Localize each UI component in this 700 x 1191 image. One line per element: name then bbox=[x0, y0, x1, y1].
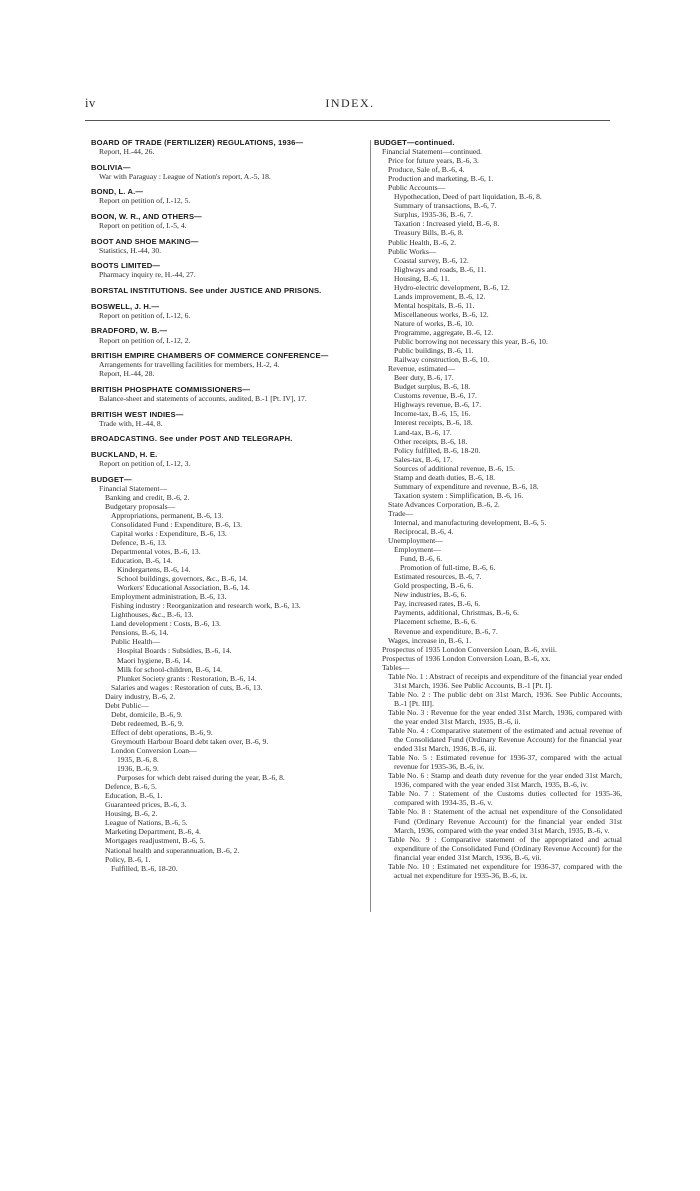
index-entry: Table No. 5 : Estimated revenue for 1936-37, compared with the actual revenue for 1935-36, B.-6, iv. bbox=[388, 753, 622, 772]
index-entry: Highways and roads, B.-6, 11. bbox=[394, 264, 487, 274]
index-entry: Miscellaneous works, B.-6, 12. bbox=[394, 309, 489, 319]
index-entry: Arrangements for travelling facilities for members, H.-2, 4. bbox=[99, 360, 280, 370]
index-heading: BOOTS LIMITED— bbox=[91, 261, 161, 271]
index-entry: Land-tax, B.-6, 17. bbox=[394, 427, 452, 437]
index-entry: Tables— bbox=[382, 662, 410, 672]
index-entry: Education, B.-6, 14. bbox=[111, 556, 173, 565]
index-entry: Gold prospecting, B.-6, 6. bbox=[394, 581, 474, 591]
index-entry: Trade with, H.-44, 8. bbox=[99, 418, 163, 428]
index-entry: Housing, B.-6, 2. bbox=[105, 809, 158, 819]
index-entry: Mortgages readjustment, B.-6, 5. bbox=[105, 836, 206, 846]
index-heading: BOND, L. A.— bbox=[91, 187, 144, 197]
index-entry: Treasury Bills, B.-6, 8. bbox=[394, 228, 464, 238]
index-entry: Plunket Society grants : Restoration, B.-6, 14. bbox=[117, 673, 257, 683]
index-entry: Promotion of full-time, B.-6, 6. bbox=[400, 563, 496, 573]
index-entry: Prospectus of 1935 London Conversion Loan, B.-6, xviii. bbox=[382, 644, 557, 654]
index-entry: Report, H.-44, 28. bbox=[99, 369, 155, 379]
index-entry: Milk for school-children, B.-6, 14. bbox=[117, 664, 223, 674]
index-entry: Salaries and wages : Restoration of cuts, B.-6, 13. bbox=[111, 682, 263, 692]
index-entry: League of Nations, B.-6, 5. bbox=[105, 818, 188, 828]
index-entry: Table No. 2 : The public debt on 31st March, 1936. See Public Accounts, B.-1 [Pt. III]. bbox=[388, 689, 622, 708]
index-entry: Pay, increased rates, B.-6, 6. bbox=[394, 599, 481, 609]
index-entry: Financial Statement—continued. bbox=[382, 147, 482, 157]
index-entry: Nature of works, B.-6, 10. bbox=[394, 318, 474, 328]
index-entry: Marketing Department, B.-6, 4. bbox=[105, 827, 201, 837]
index-entry: Summary of expenditure and revenue, B.-6, 18. bbox=[394, 481, 539, 491]
index-column-left bbox=[91, 138, 368, 873]
index-entry: Produce, Sale of, B.-6, 4. bbox=[388, 165, 465, 175]
index-heading: BOLIVIA— bbox=[91, 162, 131, 172]
index-entry: Table No. 10 : Estimated net expenditure for 1936-37, compared with the actual net expenditure for 1935-36, B.-6, ix. bbox=[388, 861, 622, 880]
index-entry: Departmental votes, B.-6, 13. bbox=[111, 546, 201, 556]
index-entry: Public Health, B.-6, 2. bbox=[388, 237, 457, 247]
index-entry: Placement scheme, B.-6, 6. bbox=[394, 617, 477, 627]
index-heading: BRADFORD, W. B.— bbox=[91, 326, 168, 336]
index-entry: Hydro-electric development, B.-6, 12. bbox=[394, 282, 510, 292]
index-entry: Workers' Educational Association, B.-6, 14. bbox=[117, 583, 250, 593]
index-entry: Interest receipts, B.-6, 18. bbox=[394, 418, 473, 428]
index-entry: Sources of additional revenue, B.-6, 15. bbox=[394, 463, 515, 473]
index-entry: Guaranteed prices, B.-6, 3. bbox=[105, 800, 187, 810]
index-entry: Public buildings, B.-6, 11. bbox=[394, 346, 474, 356]
index-entry: Production and marketing, B.-6, 1. bbox=[388, 174, 494, 184]
index-entry: Financial Statement— bbox=[99, 483, 168, 493]
index-entry: Policy, B.-6, 1. bbox=[105, 854, 151, 864]
index-entry: 1935, B.-6, 8. bbox=[117, 755, 159, 765]
index-entry: Land development : Costs, B.-6, 13. bbox=[111, 619, 221, 629]
header-rule bbox=[85, 120, 610, 121]
index-entry: 1936, B.-6, 9. bbox=[117, 764, 159, 774]
index-entry: Programme, aggregate, B.-6, 12. bbox=[394, 327, 494, 337]
index-entry: School buildings, governors, &c., B.-6, 14. bbox=[117, 574, 248, 584]
index-entry: Payments, additional, Christmas, B.-6, 6. bbox=[394, 608, 519, 618]
index-entry: Public borrowing not necessary this year, B.-6, 10. bbox=[394, 337, 548, 347]
index-entry: Greymouth Harbour Board debt taken over, B.-6, 9. bbox=[111, 736, 269, 746]
index-entry: Debt, domicile, B.-6, 9. bbox=[111, 709, 183, 719]
index-entry: Employment— bbox=[394, 545, 441, 555]
index-entry: Mental hospitals, B.-6, 11. bbox=[394, 300, 475, 310]
index-entry: Pensions, B.-6, 14. bbox=[111, 628, 169, 638]
index-entry: Effect of debt operations, B.-6, 9. bbox=[111, 727, 213, 737]
index-entry: Income-tax, B.-6, 15, 16. bbox=[394, 409, 471, 419]
index-heading: BRITISH PHOSPHATE COMMISSIONERS— bbox=[91, 384, 251, 394]
index-entry: Fulfilled, B.-6, 18-20. bbox=[111, 863, 178, 873]
index-heading: BOSWELL, J. H.— bbox=[91, 301, 160, 311]
index-entry: Maori hygiene, B.-6, 14. bbox=[117, 655, 192, 665]
page-title: INDEX. bbox=[325, 96, 375, 110]
index-entry: Public Works— bbox=[388, 246, 437, 256]
index-entry: Other receipts, B.-6, 18. bbox=[394, 436, 468, 446]
index-entry: Revenue, estimated— bbox=[388, 364, 456, 374]
index-entry: Summary of transactions, B.-6, 7. bbox=[394, 201, 497, 211]
index-entry: Public Accounts— bbox=[388, 183, 446, 193]
index-entry: Banking and credit, B.-6, 2. bbox=[105, 492, 190, 502]
index-column-right bbox=[374, 138, 622, 880]
index-entry: Table No. 4 : Comparative statement of the estimated and actual revenue of the Consolidated Fund (Ordinary Revenue Account) for the financial year ended 31st March, 1936, B.-6, iii. bbox=[388, 726, 622, 754]
index-entry: Lighthouses, &c., B.-6, 13. bbox=[111, 610, 194, 620]
index-entry: Dairy industry, B.-6, 2. bbox=[105, 691, 176, 701]
index-entry: Trade— bbox=[388, 508, 414, 518]
index-entry: Report, H.-44, 26. bbox=[99, 147, 155, 157]
index-entry: Defence, B.-6, 13. bbox=[111, 537, 167, 547]
page-header bbox=[85, 96, 615, 114]
index-entry: Policy fulfilled, B.-6, 18-20. bbox=[394, 445, 481, 455]
index-entry: Statistics, H.-44, 30. bbox=[99, 245, 162, 255]
index-entry: Internal, and manufacturing development, B.-6, 5. bbox=[394, 517, 547, 527]
index-entry: Stamp and death duties, B.-6, 18. bbox=[394, 472, 496, 482]
index-heading: BUCKLAND, H. E. bbox=[91, 449, 158, 459]
index-entry: Table No. 3 : Revenue for the year ended 31st March, 1936, compared with the year ended 31st March, 1935, B.-6, ii. bbox=[388, 707, 622, 726]
index-entry: Hospital Boards : Subsidies, B.-6, 14. bbox=[117, 646, 232, 656]
index-entry: Hypothecation, Deed of part liquidation, B.-6, 8. bbox=[394, 192, 542, 202]
index-entry: Prospectus of 1936 London Conversion Loan, B.-6, xx. bbox=[382, 653, 551, 663]
index-entry: Housing, B.-6, 11. bbox=[394, 273, 450, 283]
index-entry: Balance-sheet and statements of accounts, audited, B.-1 [Pt. IV], 17. bbox=[99, 393, 307, 403]
index-entry: Report on petition of, I.-12, 3. bbox=[99, 458, 191, 468]
column-divider bbox=[370, 140, 371, 912]
index-entry: Revenue and expenditure, B.-6, 7. bbox=[394, 626, 498, 636]
index-entry: Table No. 6 : Stamp and death duty revenue for the year ended 31st March, 1936, compared with the year ended 31st March, 1935, B.-6, iv. bbox=[388, 771, 622, 790]
index-entry: National health and superannuation, B.-6, 2. bbox=[105, 845, 240, 855]
index-entry: Customs revenue, B.-6, 17. bbox=[394, 391, 477, 401]
index-entry: Appropriations, permanent, B.-6, 13. bbox=[111, 510, 224, 520]
index-entry: New industries, B.-6, 6. bbox=[394, 590, 467, 600]
index-entry: Wages, increase in, B.-6, 1. bbox=[388, 635, 472, 645]
index-entry: Taxation system : Simplification, B.-6, 16. bbox=[394, 490, 524, 500]
index-entry: Debt redeemed, B.-6, 9. bbox=[111, 718, 184, 728]
index-entry: Budget surplus, B.-6, 18. bbox=[394, 382, 471, 392]
index-entry: Railway construction, B.-6, 10. bbox=[394, 355, 490, 365]
index-entry: Lands improvement, B.-6, 12. bbox=[394, 291, 486, 301]
index-entry: Sales-tax, B.-6, 17. bbox=[394, 454, 453, 464]
index-entry: Capital works : Expenditure, B.-6, 13. bbox=[111, 528, 227, 538]
index-entry: War with Paraguay : League of Nation's report, A.-5, 18. bbox=[99, 171, 271, 181]
index-entry: Report on petition of, I.-12, 5. bbox=[99, 196, 191, 206]
index-entry: Kindergartens, B.-6, 14. bbox=[117, 565, 191, 575]
index-entry: Coastal survey, B.-6, 12. bbox=[394, 255, 469, 265]
index-heading: BUDGET—continued. bbox=[374, 138, 455, 147]
index-entry: Pharmacy inquiry re, H.-44, 27. bbox=[99, 270, 196, 280]
index-entry: Estimated resources, B.-6, 7. bbox=[394, 572, 482, 582]
index-entry: Table No. 9 : Comparative statement of the appropriated and actual expenditure of the Consolidated Fund (Ordinary Revenue Account) for the financial year ended 31st March, 1936, B.-6, vii. bbox=[388, 834, 622, 862]
index-heading: BORSTAL INSTITUTIONS. See under JUSTICE AND PRISONS. bbox=[91, 286, 322, 296]
index-heading: BRITISH EMPIRE CHAMBERS OF COMMERCE CONFERENCE— bbox=[91, 351, 329, 361]
index-heading: BRITISH WEST INDIES— bbox=[91, 409, 184, 419]
index-entry: Report on petition of, I.-12, 2. bbox=[99, 335, 191, 345]
index-entry: Purposes for which debt raised during the year, B.-6, 8. bbox=[117, 773, 285, 783]
page-number: iv bbox=[85, 96, 96, 110]
index-entry: Budgetary proposals— bbox=[105, 501, 176, 511]
index-entry: Taxation : Increased yield, B.-6, 8. bbox=[394, 219, 500, 229]
index-entry: Fund, B.-6, 6. bbox=[400, 554, 443, 564]
index-entry: London Conversion Loan— bbox=[111, 745, 197, 755]
index-entry: Surplus, 1935-36, B.-6, 7. bbox=[394, 210, 473, 220]
index-entry: Table No. 1 : Abstract of receipts and expenditure of the financial year ended 31st March, 1936. See Public Accounts, B.-1 [Pt. I]. bbox=[388, 671, 622, 690]
index-entry: Education, B.-6, 1. bbox=[105, 791, 163, 801]
index-heading: BOON, W. R., AND OTHERS— bbox=[91, 212, 202, 222]
index-entry: Table No. 7 : Statement of the Customs duties collected for 1935-36, compared with 1934-35, B.-6, v. bbox=[388, 789, 622, 808]
index-entry: Defence, B.-6, 5. bbox=[105, 782, 157, 792]
index-entry: Fishing industry : Reorganization and research work, B.-6, 13. bbox=[111, 601, 301, 611]
index-entry: Beer duty, B.-6, 17. bbox=[394, 373, 454, 383]
index-entry: Report on petition of, I.-5, 4. bbox=[99, 221, 187, 231]
index-entry: Consolidated Fund : Expenditure, B.-6, 13. bbox=[111, 519, 242, 529]
index-entry: Debt Public— bbox=[105, 700, 149, 710]
index-heading: BOOT AND SHOE MAKING— bbox=[91, 236, 199, 246]
index-entry: Public Health— bbox=[111, 637, 161, 647]
index-entry: Table No. 8 : Statement of the actual net expenditure of the Consolidated Fund (Ordinary Revenue Account) for the financial year ended 31st March, 1936, compared with the year ended 31st March, 1935, B.-6, v. bbox=[388, 807, 622, 835]
index-heading: BROADCASTING. See under POST AND TELEGRAPH. bbox=[91, 434, 293, 444]
index-entry: Unemployment— bbox=[388, 536, 443, 546]
index-heading: BOARD OF TRADE (FERTILIZER) REGULATIONS, 1936— bbox=[91, 138, 304, 147]
index-entry: State Advances Corporation, B.-6, 2. bbox=[388, 499, 500, 509]
index-entry: Employment administration, B.-6, 13. bbox=[111, 592, 227, 602]
index-entry: Highways revenue, B.-6, 17. bbox=[394, 400, 482, 410]
index-entry: Reciprocal, B.-6, 4. bbox=[394, 527, 454, 537]
index-entry: Report on petition of, I.-12, 6. bbox=[99, 310, 191, 320]
index-heading: BUDGET— bbox=[91, 474, 132, 484]
index-entry: Price for future years, B.-6, 3. bbox=[388, 156, 479, 166]
